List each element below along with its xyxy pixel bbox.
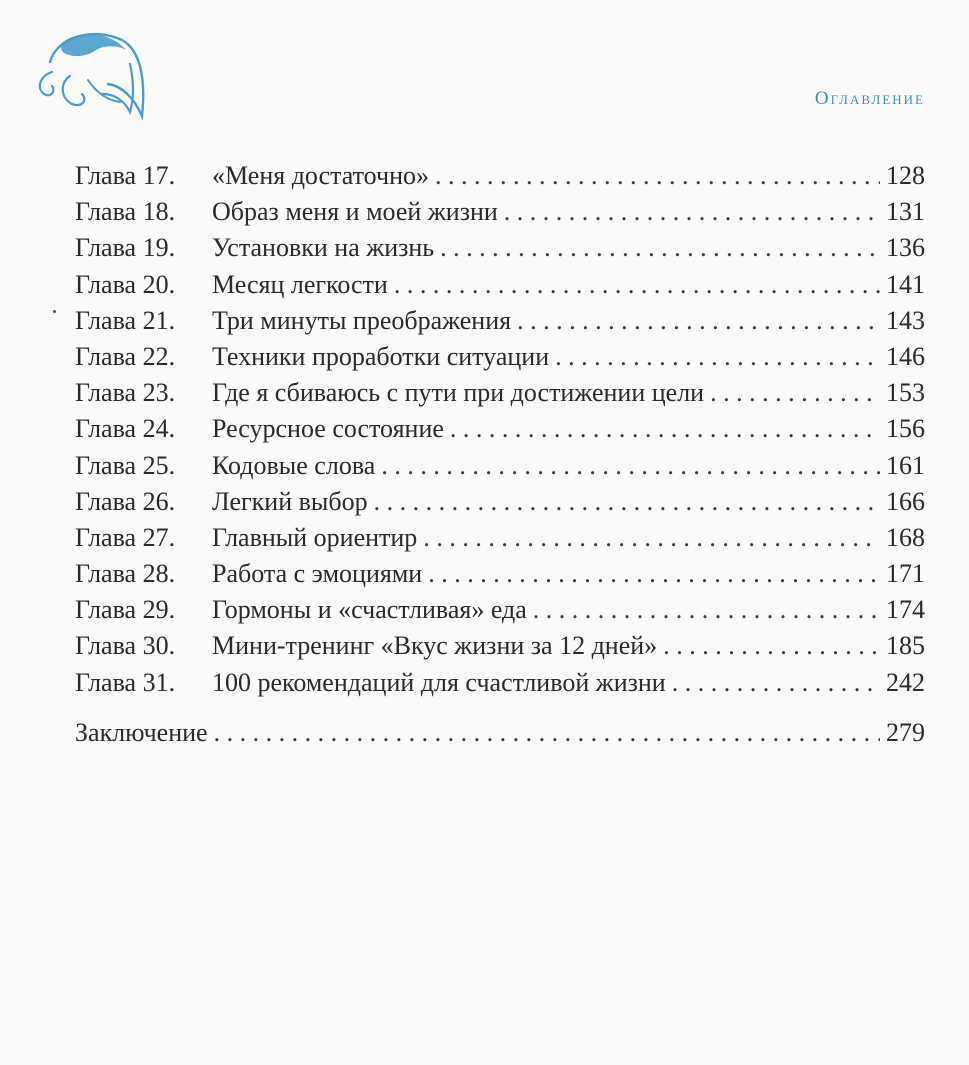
page-number: 136 (886, 233, 925, 263)
page-number: 153 (886, 378, 925, 408)
chapter-title: Ресурсное состояние (212, 414, 444, 444)
page-header-title: Оглавление (814, 88, 925, 109)
dot-leader (555, 339, 880, 375)
toc-entry (75, 375, 925, 411)
dot-leader (423, 520, 880, 556)
page-number: 143 (886, 305, 925, 335)
conclusion-title: Заключение (75, 717, 208, 747)
page-number: 131 (886, 197, 925, 227)
page-number: 171 (886, 559, 925, 589)
chapter-number: Глава 22. (75, 341, 176, 371)
dot-leader (450, 411, 880, 447)
toc-entry (75, 484, 925, 520)
page-number: 242 (886, 667, 925, 697)
dot-leader (394, 267, 880, 303)
table-of-contents (75, 158, 925, 751)
toc-entry (75, 158, 925, 194)
chapter-title: Главный ориентир (212, 522, 418, 552)
chapter-number: Глава 24. (75, 414, 176, 444)
chapter-title: Работа с эмоциями (212, 559, 423, 589)
chapter-number: Глава 29. (75, 595, 176, 625)
dot-leader (517, 303, 880, 339)
chapter-number: Глава 30. (75, 631, 176, 661)
chapter-title: Техники проработки ситуации (212, 341, 550, 371)
page-number: 168 (886, 522, 925, 552)
chapter-title: Где я сбиваюсь с пути при достижении цели (212, 378, 705, 408)
page-number: 146 (886, 341, 925, 371)
toc-entry (75, 411, 925, 447)
chapter-number: Глава 19. (75, 233, 176, 263)
chapter-title: Три минуты преображения (212, 305, 512, 335)
chapter-number: Глава 28. (75, 559, 176, 589)
chapter-title: Легкий выбор (212, 486, 368, 516)
chapter-title: Кодовые слова (212, 450, 376, 480)
dot-leader (533, 592, 880, 628)
toc-entry (75, 628, 925, 664)
chapter-number: Глава 23. (75, 378, 176, 408)
toc-entry (75, 303, 925, 339)
dot-leader (672, 665, 880, 701)
toc-entry (75, 339, 925, 375)
page-number: 174 (886, 595, 925, 625)
toc-entry (75, 448, 925, 484)
dot-leader (440, 230, 880, 266)
print-speck (53, 310, 56, 313)
chapter-title: «Меня достаточно» (212, 161, 429, 190)
toc-entry-conclusion (75, 715, 925, 751)
chapter-number: Глава 27. (75, 522, 176, 552)
dot-leader (428, 556, 880, 592)
toc-entry (75, 592, 925, 628)
page-number: 279 (886, 717, 925, 747)
toc-entry (75, 556, 925, 592)
chapter-title: Гормоны и «счастливая» еда (212, 595, 527, 625)
dot-leader (435, 158, 880, 194)
chapter-number: Глава 18. (75, 197, 176, 227)
toc-entry (75, 230, 925, 266)
chapter-number: Глава 25. (75, 450, 176, 480)
chapter-number: Глава 21. (75, 305, 176, 335)
page-number: 156 (886, 414, 925, 444)
chapter-title: Образ меня и моей жизни (212, 197, 498, 227)
chapter-number: Глава 20. (75, 269, 176, 299)
page-number: 128 (886, 161, 925, 190)
dot-leader (663, 628, 880, 664)
toc-entry (75, 665, 925, 701)
toc-entry (75, 194, 925, 230)
chapter-title: 100 рекомендаций для счастливой жизни (212, 667, 666, 697)
dot-leader (214, 715, 880, 751)
dot-leader (381, 448, 880, 484)
page-number: 161 (886, 450, 925, 480)
page-number: 185 (886, 631, 925, 661)
chapter-number: Глава 26. (75, 486, 176, 516)
dot-leader (710, 375, 880, 411)
page-number: 166 (886, 486, 925, 516)
page-number: 141 (886, 269, 925, 299)
toc-entry (75, 520, 925, 556)
chapter-title: Месяц легкости (212, 269, 388, 299)
dot-leader (504, 194, 880, 230)
chapter-title: Установки на жизнь (212, 233, 435, 263)
toc-entry (75, 267, 925, 303)
water-drop-swirl-icon (30, 28, 148, 124)
chapter-number: Глава 31. (75, 667, 176, 697)
chapter-number: Глава 17. (75, 161, 176, 190)
dot-leader (374, 484, 880, 520)
chapter-title: Мини-тренинг «Вкус жизни за 12 дней» (212, 631, 658, 661)
